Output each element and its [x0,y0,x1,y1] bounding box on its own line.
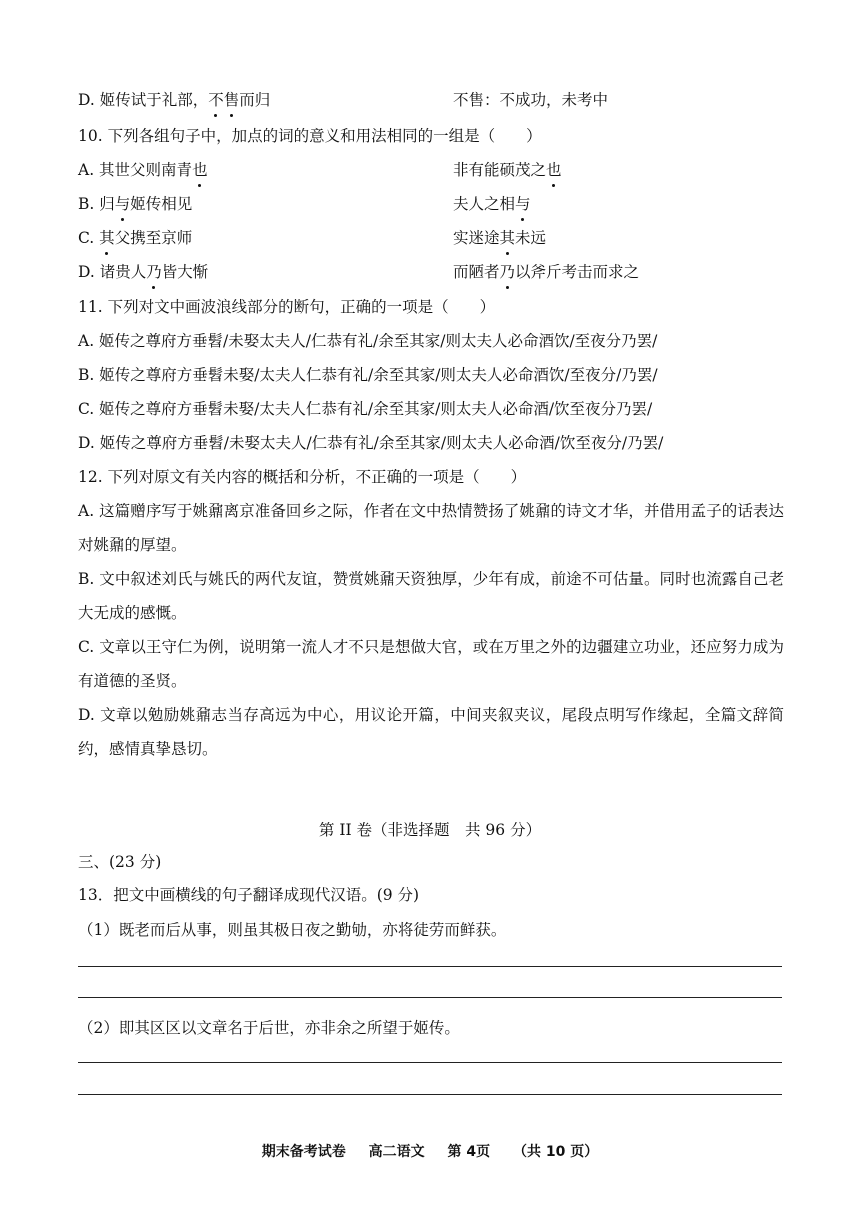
page-footer [0,1141,860,1161]
q11-stem: 11. 下列对文中画波浪线部分的断句，正确的一项是（ ） [78,298,496,316]
dotted-char: 不 [208,91,224,109]
q11-option-c: C. 姬传之尊府方垂髫未娶/太夫人仁恭有礼/余至其家/则太夫人必命酒/饮至夜分乃罢/ [78,400,653,418]
q13-item-1: （1）既老而后从事，则虽其极日夜之勤劬，亦将徒劳而鲜获。 [78,921,507,939]
part2-title: 第 II 卷（非选择题 共 96 分） [318,821,542,839]
q10-option-b-left: B. 归与姬传相见 [78,195,193,213]
answer-line[interactable] [78,966,782,967]
section-heading: 三、(23 分) [78,853,162,871]
q10-option-c-left: C. 其父携至京师 [78,229,193,247]
dotted-char: 乃 [499,263,516,281]
footer-total: （共 10 页） [513,1144,599,1160]
q10-option-d-right: 而陋者乃以斧斤考击而求之 [453,263,640,281]
q10-stem: 10. 下列各组句子中，加点的词的意义和用法相同的一组是（ ） [78,127,542,145]
dotted-char: 其 [99,229,115,247]
q10-option-b-right: 夫人之相与 [453,195,531,213]
dotted-char: 也 [546,161,562,179]
q10-option-a-right: 非有能硕茂之也 [453,161,562,179]
q11-option-a: A. 姬传之尊府方垂髫/未娶太夫人/仁恭有礼/余至其家/则太夫人必命酒饮/至夜分乃罢/ [78,332,658,350]
footer-page: 第 4页 [447,1144,491,1160]
q10-option-a-left: A. 其世父则南青也 [78,161,208,179]
q11-option-b: B. 姬传之尊府方垂髫未娶/太夫人仁恭有礼/余至其家/则太夫人必命酒饮/至夜分/乃罢/ [78,366,658,384]
answer-line[interactable] [78,1062,782,1063]
q12-stem: 12. 下列对原文有关内容的概括和分析，不正确的一项是（ ） [78,468,527,486]
dotted-char: 其 [499,229,516,247]
footer-subject: 高二语文 [368,1144,425,1160]
q10-option-c-right: 实迷途其未远 [453,229,547,247]
q13-item-2: （2）即其区区以文章名于后世，亦非余之所望于姬传。 [78,1019,460,1037]
q12-option-c: C. 文章以王守仁为例，说明第一流人才不只是想做大官，或在万里之外的边疆建立功业，还应努力成为有道德的圣贤。 [78,638,784,690]
answer-line[interactable] [78,997,782,998]
q10-option-d-left: D. 诸贵人乃皆大惭 [78,263,209,281]
q12-option-b: B. 文中叙述刘氏与姚氏的两代友谊，赞赏姚鼐天资独厚，少年有成，前途不可估量。同时也流露自己老大无成的感慨。 [78,570,784,622]
q12-option-a: A. 这篇赠序写于姚鼐离京准备回乡之际，作者在文中热情赞扬了姚鼐的诗文才华，并借用孟子的话表达对姚鼐的厚望。 [78,502,784,554]
dotted-char: 也 [192,161,208,179]
q11-option-d: D. 姬传之尊府方垂髫/未娶太夫人/仁恭有礼/余至其家/则太夫人必命酒/饮至夜分/乃罢/ [78,434,664,452]
dotted-char: 售 [223,91,240,109]
dotted-char: 乃 [146,263,162,281]
footer-exam: 期末备考试卷 [261,1144,346,1160]
dotted-char: 与 [515,195,531,213]
q9-option-d-gloss: 不售：不成功，未考中 [453,91,609,109]
dotted-char: 与 [114,195,131,213]
q12-option-d: D. 文章以勉励姚鼐志当存高远为中心，用议论开篇，中间夹叙夹议，尾段点明写作缘起，全篇文辞简约，感情真挚恳切。 [78,706,784,758]
q13-stem: 13．把文中画横线的句子翻译成现代汉语。(9 分) [78,886,420,904]
q9-option-d: D. 姬传试于礼部，不售而归 [78,91,271,109]
answer-line[interactable] [78,1094,782,1095]
